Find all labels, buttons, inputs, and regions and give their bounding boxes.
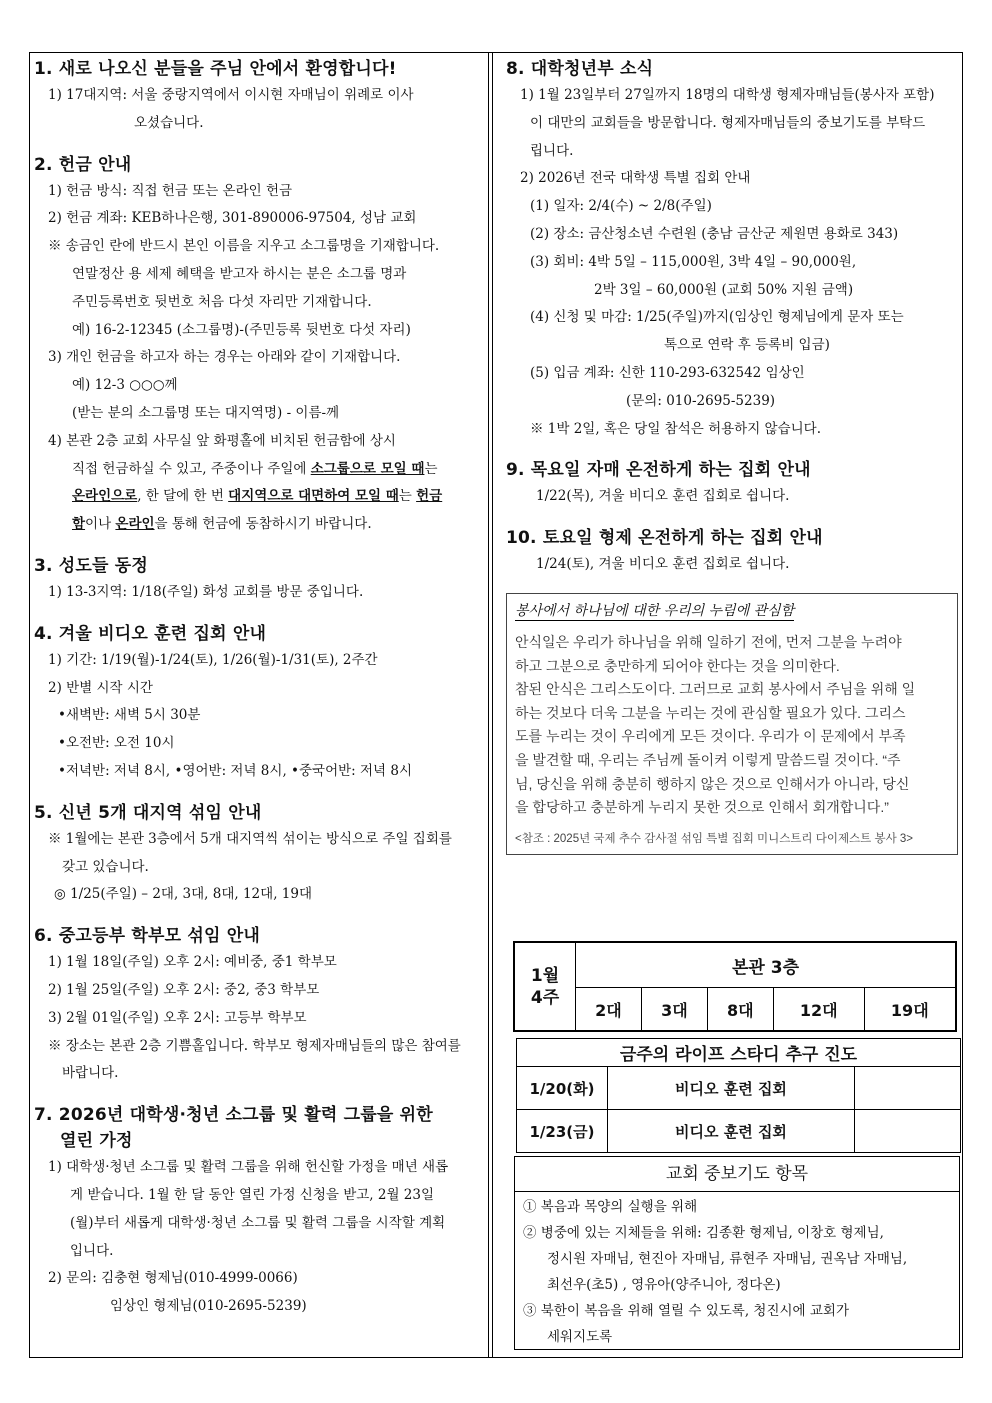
text-line: (월)부터 새롭게 대학생·청년 소그룹 및 활력 그룹을 시작할 계획	[70, 1214, 446, 1231]
section-title: 2. 헌금 안내	[34, 154, 132, 175]
section-parents-blending	[34, 923, 484, 1088]
section-video-training	[34, 621, 484, 786]
prayer-item: ② 병중에 있는 지체들을 위해: 김종환 형제님, 이창호 형제님,	[523, 1225, 884, 1241]
text-line: 3) 개인 헌금을 하고자 하는 경우는 아래와 같이 기재합니다.	[48, 349, 401, 366]
district-cell: 2대	[576, 988, 642, 1032]
text-line: 1) 기간: 1/19(월)-1/24(토), 1/26(월)-1/31(토), 2주간	[48, 651, 378, 668]
title-line: 7. 2026년 대학생·청년 소그룹 및 활력 그룹을 위한	[34, 1105, 433, 1126]
section-title: 3. 성도들 동정	[34, 555, 149, 576]
item-cell: 비디오 훈련 집회	[608, 1067, 855, 1110]
item-cell: 비디오 훈련 집회	[608, 1110, 855, 1153]
section-title: 9. 목요일 자매 온전하게 하는 집회 안내	[506, 460, 811, 481]
text-line: 1) 17대지역: 서울 중랑지역에서 이시현 자매님이 위례로 이사	[48, 87, 414, 103]
excerpt-line: 을 합당하고 충분하게 누리지 못한 것으로 인해서 회개합니다.”	[515, 799, 889, 816]
text-line: (받는 분의 소그룹명 또는 대지역명) - 이름-께	[72, 404, 340, 421]
text-line: 1) 헌금 방식: 직접 헌금 또는 온라인 헌금	[48, 182, 293, 199]
table-row	[517, 1067, 961, 1110]
section-college-youth	[506, 56, 958, 443]
date-cell: 1/20(화)	[517, 1067, 608, 1110]
prayer-item: ③ 북한이 복음을 위해 열릴 수 있도록, 청진시에 교회가	[523, 1303, 849, 1319]
district-cell: 3대	[641, 988, 707, 1032]
section-title	[34, 1102, 484, 1154]
left-column	[34, 56, 484, 1321]
ministry-excerpt-box	[506, 593, 958, 855]
excerpt-line: 을 발견할 때, 우리는 주님께 돌이켜 이렇게 말씀드릴 것이다. “주	[515, 751, 901, 768]
text-line: 2) 1월 25일(주일) 오후 2시: 중2, 중3 학부모	[48, 981, 320, 998]
excerpt-title: 봉사에서 하나님에 대한 우리의 누림에 관심함	[515, 600, 794, 621]
text-line: 3) 2월 01일(주일) 오후 2시: 고등부 학부모	[48, 1009, 307, 1026]
excerpt-line: 하는 것보다 더욱 그분을 누리는 것에 관심할 필요가 있다. 그리스	[515, 704, 906, 721]
text-line: ◎ 1/25(주일) – 2대, 3대, 8대, 12대, 19대	[54, 886, 312, 903]
excerpt-line: 참된 안식은 그리스도이다. 그러므로 교회 봉사에서 주님을 위해 일	[515, 681, 916, 698]
text-line: •오전반: 오전 10시	[58, 735, 175, 752]
section-title: 5. 신년 5개 대지역 섞임 안내	[34, 802, 262, 823]
hall-cell: 본관 3층	[576, 942, 957, 988]
text-line: 오셨습니다.	[134, 114, 204, 131]
text-line: 갖고 있습니다.	[62, 858, 149, 875]
district-cell: 19대	[864, 988, 956, 1032]
section-title: 6. 중고등부 학부모 섞임 안내	[34, 926, 261, 947]
text-line: 1/24(토), 겨울 비디오 훈련 집회로 쉽니다.	[536, 556, 790, 573]
life-study-table	[516, 1038, 961, 1153]
text-span: 을 통해 헌금에 동참하시기 바랍니다.	[154, 516, 372, 533]
text-line: ※ 송금인 란에 반드시 본인 이름을 지우고 소그룹명을 기재합니다.	[48, 238, 440, 255]
text-line: 임상인 형제님(010-2695-5239)	[110, 1298, 307, 1315]
section-open-homes	[34, 1102, 484, 1321]
week-schedule-table	[513, 941, 957, 1032]
text-line: ※ 1박 2일, 혹은 당일 참석은 허용하지 않습니다.	[530, 420, 821, 437]
text-line	[34, 511, 484, 539]
emphasis: 소그룹으로 모일 때	[310, 460, 425, 477]
emphasis: 함	[72, 516, 86, 533]
section-title: 10. 토요일 형제 온전하게 하는 집회 안내	[506, 528, 823, 549]
week-month: 1월	[530, 965, 560, 986]
prayer-item: 정시원 자매님, 현진아 자매님, 류현주 자매님, 권옥남 자매님,	[547, 1251, 908, 1267]
text-line: ※ 1월에는 본관 3층에서 5개 대지역씩 섞이는 방식으로 주일 집회를	[48, 830, 452, 847]
text-line: 2박 3일 – 60,000원 (교회 50% 지원 금액)	[594, 281, 854, 298]
extra-cell	[855, 1067, 961, 1110]
section-sisters-meeting	[506, 457, 958, 511]
text-line: 입니다.	[70, 1242, 114, 1259]
text-line: (4) 신청 및 마감: 1/25(주일)까지(임상인 형제님에게 문자 또는	[530, 309, 904, 326]
text-line: 1) 대학생·청년 소그룹 및 활력 그룹을 위해 헌신할 가정을 매년 새롭	[48, 1159, 449, 1176]
text-line: 게 받습니다. 1월 한 달 동안 열린 가정 신청을 받고, 2월 23일	[70, 1186, 435, 1203]
prayer-item: ① 복음과 목양의 실행을 위해	[523, 1199, 698, 1215]
excerpt-reference: <참조 : 2025년 국제 추수 감사절 섞임 특별 집회 미니스트리 다이제스트 봉사 3>	[515, 832, 913, 845]
text-line	[34, 456, 484, 484]
prayer-item: 세워지도록	[547, 1329, 613, 1345]
text-line: 연말정산 용 세제 혜택을 받고자 하시는 분은 소그룹 명과	[72, 265, 407, 282]
section-brothers-meeting	[506, 525, 958, 579]
date-cell: 1/23(금)	[517, 1110, 608, 1153]
excerpt-line: 님, 당신을 위해 충분히 행하지 않은 것으로 인해서가 아니라, 당신	[515, 775, 910, 792]
text-line: 2) 2026년 전국 대학생 특별 집회 안내	[520, 170, 751, 187]
text-line: •새벽반: 새벽 5시 30분	[58, 707, 201, 724]
text-span: 는	[424, 460, 438, 477]
excerpt-line: 안식일은 우리가 하나님을 위해 일하기 전에, 먼저 그분을 누려야	[515, 633, 902, 650]
section-district-blending	[34, 800, 484, 909]
excerpt-line: 하고 그분으로 충만하게 되어야 한다는 것을 의미한다.	[515, 657, 840, 674]
district-cell: 8대	[707, 988, 773, 1032]
text-line: 1/22(목), 겨울 비디오 훈련 집회로 쉽니다.	[536, 488, 790, 505]
section-offering	[34, 152, 484, 539]
text-line: 1) 1월 23일부터 27일까지 18명의 대학생 형제자매님들(봉사자 포함)	[520, 87, 935, 103]
life-study-title: 금주의 라이프 스타디 추구 진도	[517, 1039, 961, 1067]
emphasis: 온라인	[115, 516, 155, 533]
text-line: 2) 반별 시작 시간	[48, 679, 153, 696]
section-welcome	[34, 56, 484, 138]
text-line: 2) 문의: 김충현 형제님(010-4999-0066)	[48, 1270, 298, 1287]
emphasis: 온라인으로	[72, 488, 138, 505]
text-line: 바랍니다.	[62, 1065, 119, 1082]
excerpt-line: 도를 누리는 것이 우리에게 모든 것이다. 우리가 이 문제에서 부족	[515, 728, 906, 745]
excerpt-body	[515, 631, 949, 820]
text-line: 주민등록번호 뒷번호 처음 다섯 자리만 기재합니다.	[72, 293, 372, 310]
week-number: 4주	[530, 987, 560, 1008]
text-span: , 한 달에 한 번	[137, 488, 229, 505]
text-line: (5) 입금 계좌: 신한 110-293-632542 임상인	[530, 364, 805, 381]
section-saints-news	[34, 553, 484, 607]
text-line: 2) 헌금 계좌: KEB하나은행, 301-890006-97504, 성남 교회	[48, 210, 417, 227]
text-line: 예) 12-3 ○○○께	[72, 377, 178, 394]
text-span: 이나	[85, 516, 116, 533]
prayer-item: 최선우(초5) , 영유아(양주니아, 정다온)	[547, 1277, 781, 1293]
text-line: ※ 장소는 본관 2층 기쁨홀입니다. 학부모 형제자매님들의 많은 참여를	[48, 1037, 461, 1054]
section-title: 8. 대학청년부 소식	[506, 59, 654, 79]
week-cell	[514, 942, 576, 1031]
text-line: 4) 본관 2층 교회 사무실 앞 화평홀에 비치된 헌금함에 상시	[48, 432, 396, 449]
emphasis: 대지역으로 대면하여 모일 때	[228, 488, 399, 505]
text-line: 1) 1월 18일(주일) 오후 2시: 예비중, 중1 학부모	[48, 954, 337, 971]
extra-cell	[855, 1110, 961, 1153]
district-cell: 12대	[773, 988, 864, 1032]
section-title: 1. 새로 나오신 분들을 주님 안에서 환영합니다!	[34, 59, 397, 79]
text-line: •저녁반: 저녁 8시, •영어반: 저녁 8시, •중국어반: 저녁 8시	[58, 762, 412, 779]
text-line: 이 대만의 교회들을 방문합니다. 형제자매님들의 중보기도를 부탁드	[530, 114, 926, 131]
right-column	[506, 56, 958, 855]
text-span: 직접 헌금하실 수 있고, 주중이나 주일에	[72, 460, 311, 477]
text-line	[34, 483, 484, 511]
section-title: 4. 겨울 비디오 훈련 집회 안내	[34, 623, 267, 644]
table-row	[517, 1110, 961, 1153]
text-line: (2) 장소: 금산청소년 수련원 (충남 금산군 제원면 용화로 343)	[530, 225, 899, 242]
text-line: 톡으로 연락 후 등록비 입금)	[664, 337, 830, 354]
column-divider	[488, 52, 493, 1358]
text-line: (문의: 010-2695-5239)	[626, 392, 776, 409]
text-line: 1) 13-3지역: 1/18(주일) 화성 교회를 방문 중입니다.	[48, 583, 364, 600]
text-line: 예) 16-2-12345 (소그룹명)-(주민등록 뒷번호 다섯 자리)	[72, 321, 411, 338]
text-line: (3) 회비: 4박 5일 – 115,000원, 3박 4일 – 90,000원,	[530, 253, 857, 270]
text-span: 는	[398, 488, 417, 505]
text-line: 립니다.	[530, 142, 574, 159]
prayer-items-box	[514, 1156, 960, 1350]
text-line: (1) 일자: 2/4(수) ~ 2/8(주일)	[530, 198, 712, 215]
emphasis: 헌금	[416, 488, 443, 505]
title-line: 열린 가정	[60, 1131, 133, 1152]
prayer-title: 교회 중보기도 항목	[515, 1157, 959, 1192]
prayer-list	[515, 1192, 959, 1350]
